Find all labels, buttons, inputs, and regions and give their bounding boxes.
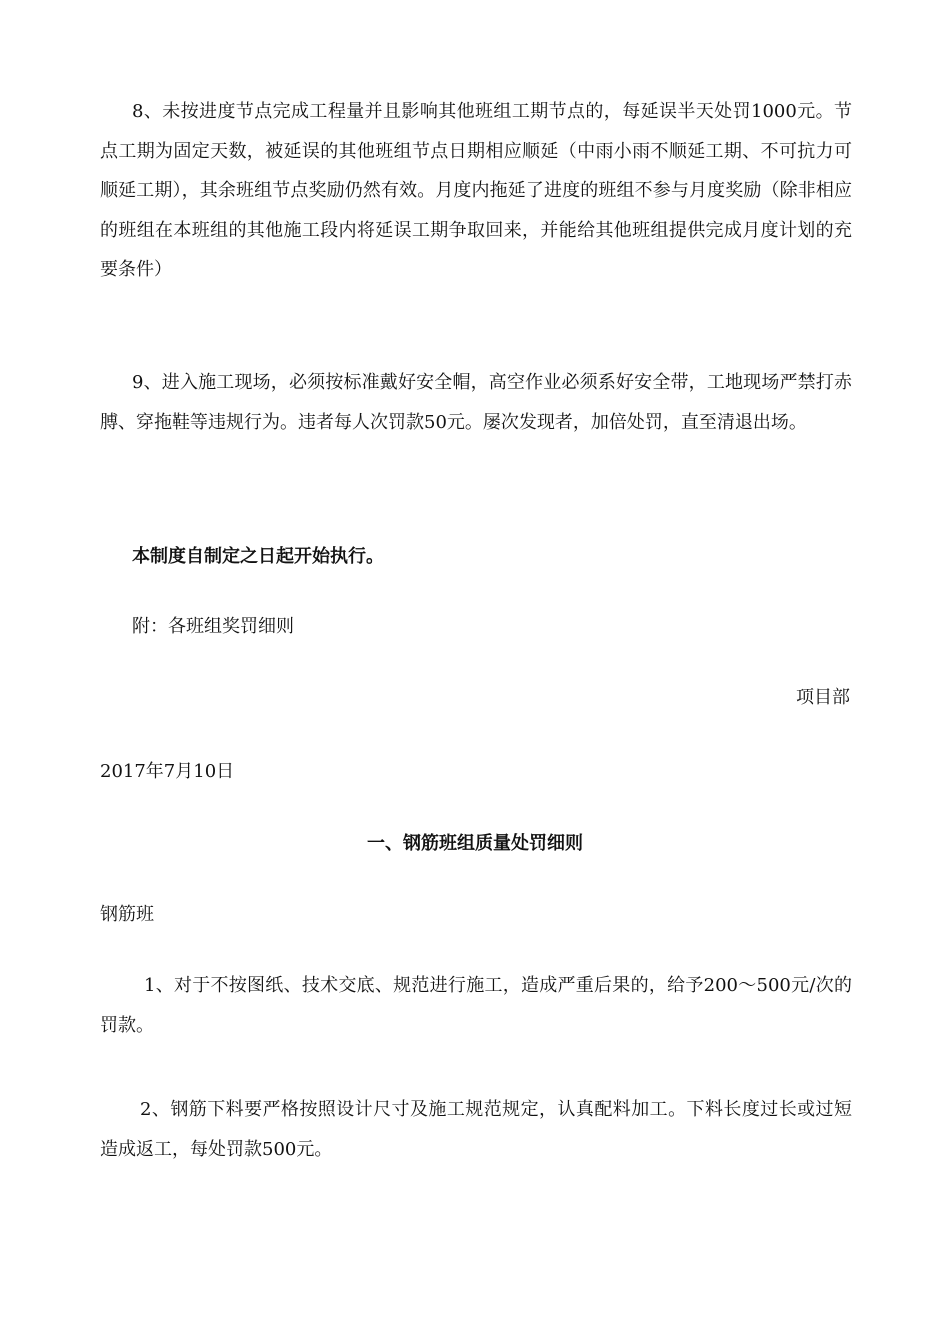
team-name: 钢筋班: [100, 904, 154, 925]
attachment-note: 附：各班组奖罚细则: [132, 616, 294, 637]
document-date: 2017年7月10日: [100, 761, 235, 782]
effective-statement: 本制度自制定之日起开始执行。: [132, 546, 384, 567]
rule-1: 1、对于不按图纸、技术交底、规范进行施工，造成严重后果的，给予200～500元/次的罚款。: [100, 975, 852, 1036]
paragraph-item-9: 9、进入施工现场，必须按标准戴好安全帽，高空作业必须系好安全带，工地现场严禁打赤膊、穿拖鞋等违规行为。违者每人次罚款50元。屡次发现者，加倍处罚，直至清退出场。: [100, 372, 852, 433]
signature-department: 项目部: [796, 687, 850, 708]
rule-2: 2、钢筋下料要严格按照设计尺寸及施工规范规定，认真配料加工。下料长度过长或过短造成返工，每处罚款500元。: [100, 1099, 852, 1160]
paragraph-item-8: 8、未按进度节点完成工程量并且影响其他班组工期节点的，每延误半天处罚1000元。节点工期为固定天数，被延误的其他班组节点日期相应顺延（中雨小雨不顺延工期、不可抗力可顺延工期），其余班组节点奖励仍然有效。月度内拖延了进度的班组不参与月度奖励（除非相应的班组在本班组的其他施工段内将延误工期争取回来，并能给其他班组提供完成月度计划的充要条件）: [100, 101, 852, 280]
section-title: 一、钢筋班组质量处罚细则: [367, 833, 583, 854]
